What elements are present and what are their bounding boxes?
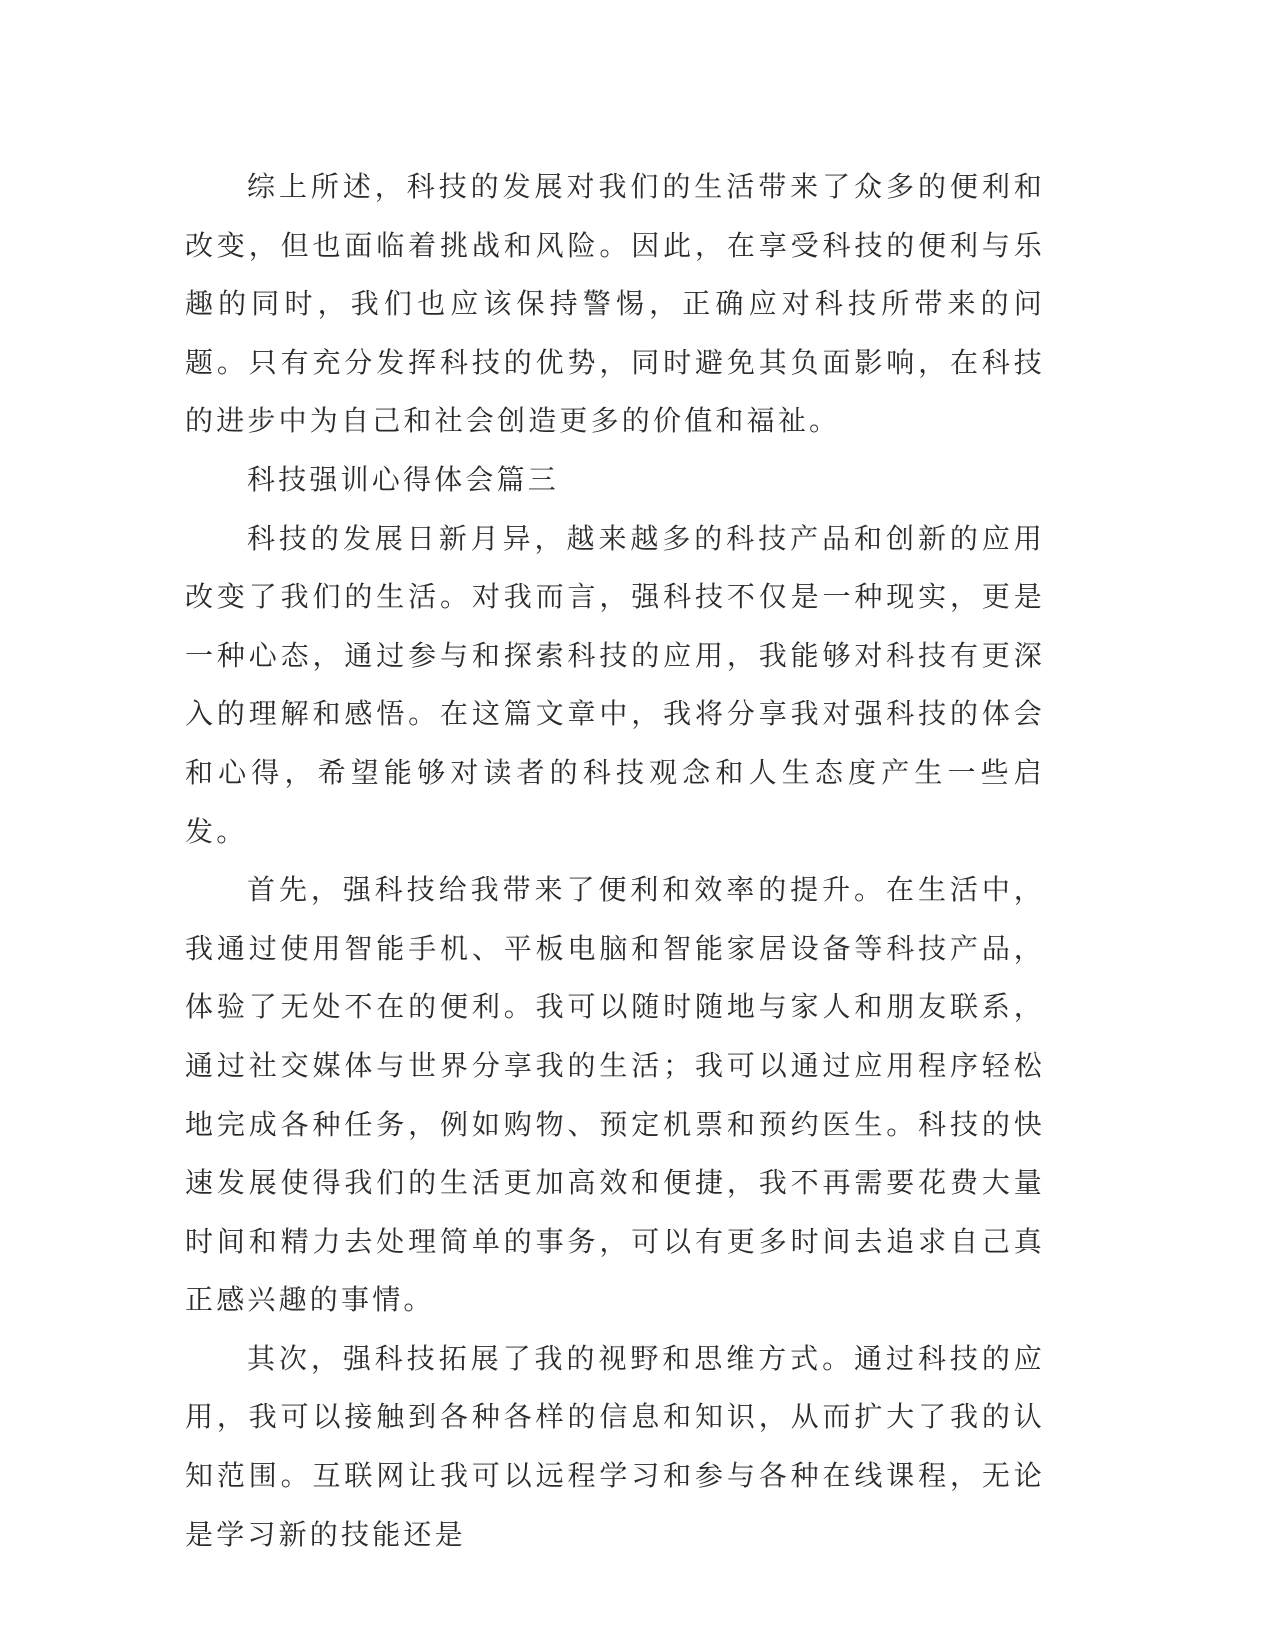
document-body [185,158,1045,1564]
paragraph-intro: 科技的发展日新月异，越来越多的科技产品和创新的应用改变了我们的生活。对我而言，强科技不仅是一种现实，更是一种心态，通过参与和探索科技的应用，我能够对科技有更深入的理解和感悟。在这篇文章中，我将分享我对强科技的体会和心得，希望能够对读者的科技观念和人生态度产生一些启发。 [185,521,1045,848]
paragraph-first-point: 首先，强科技给我带来了便利和效率的提升。在生活中，我通过使用智能手机、平板电脑和智能家居设备等科技产品，体验了无处不在的便利。我可以随时随地与家人和朋友联系，通过社交媒体与世界分享我的生活；我可以通过应用程序轻松地完成各种任务，例如购物、预定机票和预约医生。科技的快速发展使得我们的生活更加高效和便捷，我不再需要花费大量时间和精力去处理简单的事务，可以有更多时间去追求自己真正感兴趣的事情。 [185,873,1045,1317]
section-heading: 科技强训心得体会篇三 [247,462,560,496]
paragraph-second-point: 其次，强科技拓展了我的视野和思维方式。通过科技的应用，我可以接触到各种各样的信息和知识，从而扩大了我的认知范围。互联网让我可以远程学习和参与各种在线课程，无论是学习新的技能还是 [185,1341,1045,1551]
paragraph-summary: 综上所述，科技的发展对我们的生活带来了众多的便利和改变，但也面临着挑战和风险。因此，在享受科技的便利与乐趣的同时，我们也应该保持警惕，正确应对科技所带来的问题。只有充分发挥科技的优势，同时避免其负面影响，在科技的进步中为自己和社会创造更多的价值和福祉。 [185,170,1045,438]
